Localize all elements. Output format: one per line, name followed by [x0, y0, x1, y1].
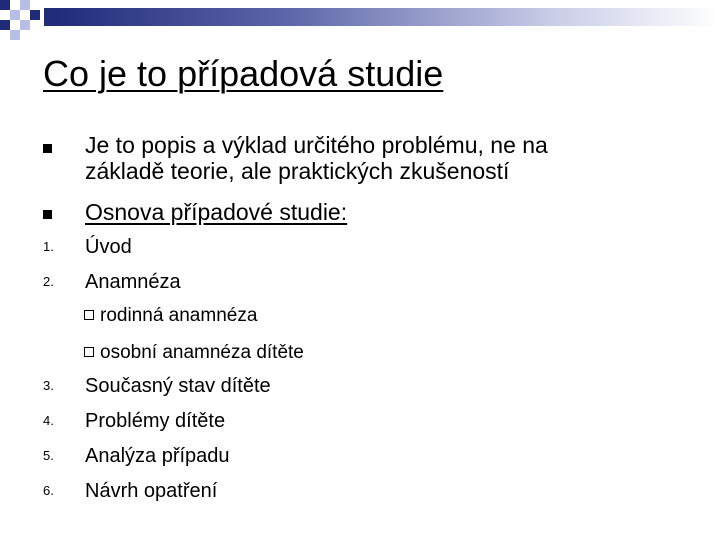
deco-square — [20, 20, 30, 30]
header-gradient-band — [44, 8, 720, 26]
square-bullet-icon — [43, 210, 52, 219]
numbered-item — [43, 268, 543, 296]
deco-square — [30, 10, 40, 20]
item-number: 4. — [43, 413, 54, 428]
numbered-item — [43, 477, 543, 505]
deco-square — [0, 20, 10, 30]
item-text: Analýza případu — [85, 445, 230, 467]
item-text: Úvod — [85, 236, 132, 258]
bullet-text-line: základě teorie, ale praktických zkušeností — [85, 158, 510, 184]
deco-square — [10, 10, 20, 20]
deco-square — [20, 0, 30, 10]
item-number: 1. — [43, 239, 54, 254]
numbered-item — [43, 442, 543, 470]
square-bullet-icon — [43, 144, 52, 153]
decorative-squares — [0, 0, 40, 40]
sub-item — [84, 302, 484, 330]
numbered-item — [43, 372, 543, 400]
item-text: Anamnéza — [85, 271, 181, 293]
sub-item-text: osobní anamnéza dítěte — [100, 342, 304, 363]
sub-item-text: rodinná anamnéza — [100, 305, 258, 326]
item-text: Návrh opatření — [85, 480, 218, 502]
item-number: 6. — [43, 483, 54, 498]
bullet-text-line: Je to popis a výklad určitého problému, ne na — [85, 132, 548, 158]
numbered-item — [43, 233, 543, 261]
sub-item — [84, 339, 484, 367]
deco-square — [10, 30, 20, 40]
checkbox-icon — [84, 347, 94, 357]
bullet-text-line: Osnova případové studie: — [85, 199, 348, 225]
slide-title: Co je to případová studie — [43, 53, 444, 94]
bullet-item — [43, 132, 703, 192]
checkbox-icon — [84, 310, 94, 320]
item-number: 5. — [43, 448, 54, 463]
item-text: Problémy dítěte — [85, 410, 226, 432]
numbered-item — [43, 407, 543, 435]
item-text: Současný stav dítěte — [85, 375, 271, 397]
bullet-item — [43, 199, 703, 232]
item-number: 3. — [43, 378, 54, 393]
deco-square — [0, 0, 10, 10]
item-number: 2. — [43, 274, 54, 289]
